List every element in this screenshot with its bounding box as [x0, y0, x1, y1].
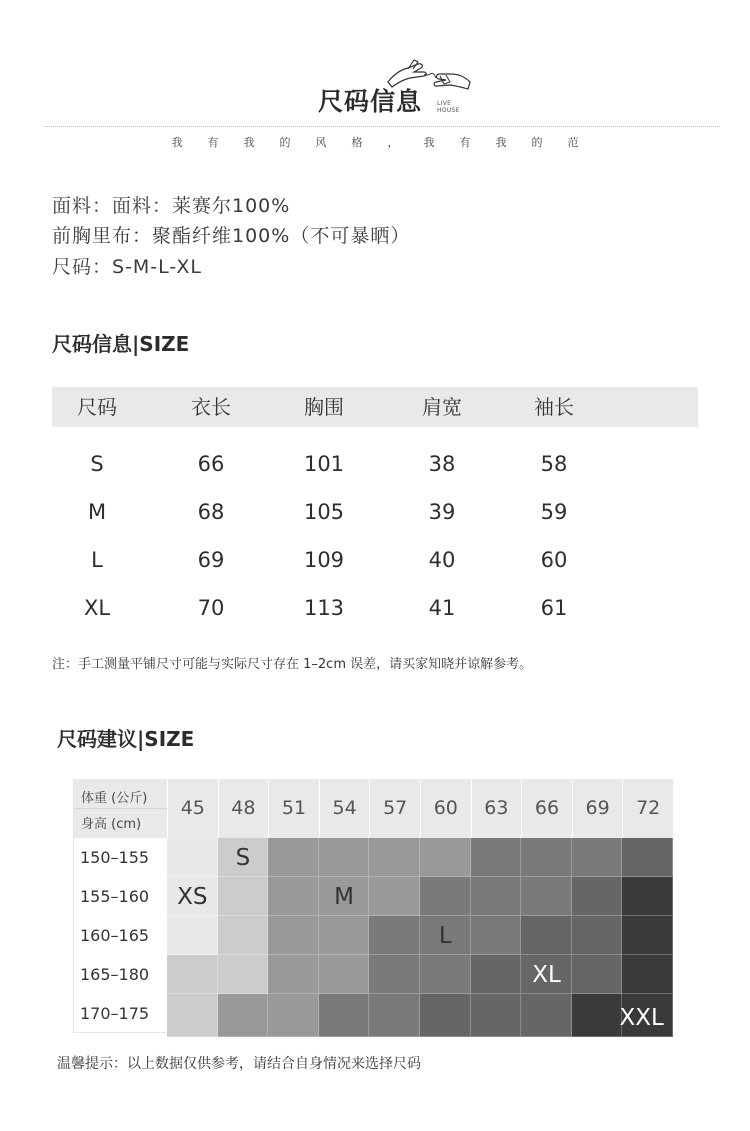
brand-badge — [437, 100, 460, 114]
grid-cell — [420, 838, 471, 877]
grid-cell — [622, 838, 673, 877]
weight-column-header: 51 — [268, 779, 319, 838]
slogan-char: ， — [387, 136, 399, 149]
badge-line-2: HOUSE — [437, 107, 460, 114]
grid-cell — [218, 994, 269, 1037]
grid-cell — [471, 994, 522, 1037]
height-row-label: 160–165 — [73, 916, 167, 955]
grid-cell — [420, 955, 471, 994]
grid-cell — [572, 877, 623, 916]
grid-cell — [319, 955, 370, 994]
grid-cell — [319, 838, 370, 877]
grid-corner — [73, 779, 167, 838]
hands-logo-icon — [384, 56, 474, 96]
grid-cell — [471, 838, 522, 877]
weight-column-header: 54 — [319, 779, 370, 838]
height-row-label: 150–155 — [73, 838, 167, 877]
size-zone-label: L — [438, 922, 452, 949]
slogan-char: 我 — [171, 136, 183, 149]
weight-column-header: 72 — [622, 779, 673, 838]
measurement-note: 注：手工测量平铺尺寸可能与实际尺寸存在 1–2cm 误差，请买家知晓并谅解参考。 — [52, 657, 533, 672]
size-recommend-title: 尺码建议|SIZE — [57, 727, 195, 751]
grid-cell — [369, 955, 420, 994]
grid-cell — [622, 877, 673, 916]
lining-line: 前胸里布：聚酯纤维100%（不可暴晒） — [52, 225, 411, 247]
grid-cell — [521, 994, 572, 1037]
table-cell: 58 — [540, 452, 568, 476]
slogan-char: 我 — [495, 136, 507, 149]
weight-column-header: 66 — [521, 779, 572, 838]
table-cell: 41 — [428, 596, 456, 620]
size-zone-label: M — [334, 883, 355, 910]
weight-column-header: 57 — [369, 779, 420, 838]
grid-cell — [622, 955, 673, 994]
grid-cell — [218, 955, 269, 994]
grid-cell — [420, 994, 471, 1037]
size-zone-label: XL — [532, 961, 561, 988]
corner-divider — [73, 808, 167, 809]
grid-cell — [319, 994, 370, 1037]
slogan-char: 我 — [243, 136, 255, 149]
slogan-char: 风 — [315, 136, 327, 149]
grid-cell — [521, 838, 572, 877]
grid-cell — [268, 994, 319, 1037]
grid-cell — [572, 916, 623, 955]
size-info-title: 尺码信息|SIZE — [52, 332, 190, 356]
grid-cell — [369, 994, 420, 1037]
slogan-char: 范 — [567, 136, 579, 149]
height-axis-label: 身高 (cm) — [81, 817, 142, 832]
table-cell: 109 — [303, 548, 345, 572]
page-title: 尺码信息 — [318, 87, 423, 116]
grid-cell — [319, 916, 370, 955]
grid-cell — [521, 916, 572, 955]
grid-cell — [268, 955, 319, 994]
size-zone-label: XXL — [619, 1004, 664, 1031]
weight-column-header: 69 — [572, 779, 623, 838]
table-row — [52, 584, 698, 632]
grid-cell — [521, 877, 572, 916]
slogan-char: 的 — [279, 136, 291, 149]
slogan-char: 有 — [459, 136, 471, 149]
table-cell: 60 — [540, 548, 568, 572]
table-row — [52, 488, 698, 536]
fabric-line: 面料：面料：莱赛尔100% — [52, 195, 291, 217]
height-row-label: 155–160 — [73, 877, 167, 916]
table-cell: 113 — [303, 596, 345, 620]
weight-axis-label: 体重 (公斤) — [81, 791, 148, 806]
column-header: 衣长 — [191, 395, 231, 419]
table-cell: 66 — [197, 452, 225, 476]
grid-cell — [167, 955, 218, 994]
table-cell: M — [87, 500, 107, 524]
table-cell: 61 — [540, 596, 568, 620]
table-cell: 39 — [428, 500, 456, 524]
grid-cell — [167, 916, 218, 955]
table-cell: 68 — [197, 500, 225, 524]
table-cell: 70 — [197, 596, 225, 620]
height-row-label: 165–180 — [73, 955, 167, 994]
table-cell: L — [91, 548, 103, 572]
size-zone-label: XS — [177, 883, 208, 910]
dotted-divider — [45, 126, 720, 127]
grid-cell — [167, 994, 218, 1037]
column-header: 胸围 — [304, 395, 344, 419]
size-recommend-grid — [73, 779, 693, 1033]
slogan — [0, 134, 750, 150]
table-row — [52, 440, 698, 488]
sizes-line: 尺码：S-M-L-XL — [52, 256, 202, 278]
height-row-label: 170–175 — [73, 994, 167, 1033]
column-header: 肩宽 — [422, 395, 462, 419]
grid-cell — [622, 916, 673, 955]
slogan-char: 我 — [423, 136, 435, 149]
tip-text: 温馨提示：以上数据仅供参考，请结合自身情况来选择尺码 — [57, 1056, 421, 1072]
grid-cell — [268, 916, 319, 955]
table-cell: 105 — [303, 500, 345, 524]
weight-column-header: 63 — [471, 779, 522, 838]
grid-cell — [420, 877, 471, 916]
badge-line-1: LIVE — [437, 100, 452, 107]
grid-cell — [218, 916, 269, 955]
size-zone-label: S — [235, 844, 251, 871]
weight-column-header: 45 — [167, 779, 218, 838]
grid-cell — [369, 838, 420, 877]
table-cell: 69 — [197, 548, 225, 572]
size-table-header — [52, 387, 698, 427]
slogan-char: 格 — [351, 136, 363, 149]
grid-cell — [471, 877, 522, 916]
weight-column-header: 48 — [218, 779, 269, 838]
column-header: 袖长 — [534, 395, 574, 419]
table-cell: XL — [83, 596, 111, 620]
column-header: 尺码 — [77, 395, 117, 419]
grid-cell — [572, 838, 623, 877]
table-cell: 38 — [428, 452, 456, 476]
table-cell: 59 — [540, 500, 568, 524]
table-cell: 101 — [303, 452, 345, 476]
weight-column-header: 60 — [420, 779, 471, 838]
table-row — [52, 536, 698, 584]
table-cell: 40 — [428, 548, 456, 572]
slogan-char: 有 — [207, 136, 219, 149]
slogan-char: 的 — [531, 136, 543, 149]
table-cell: S — [90, 452, 104, 476]
